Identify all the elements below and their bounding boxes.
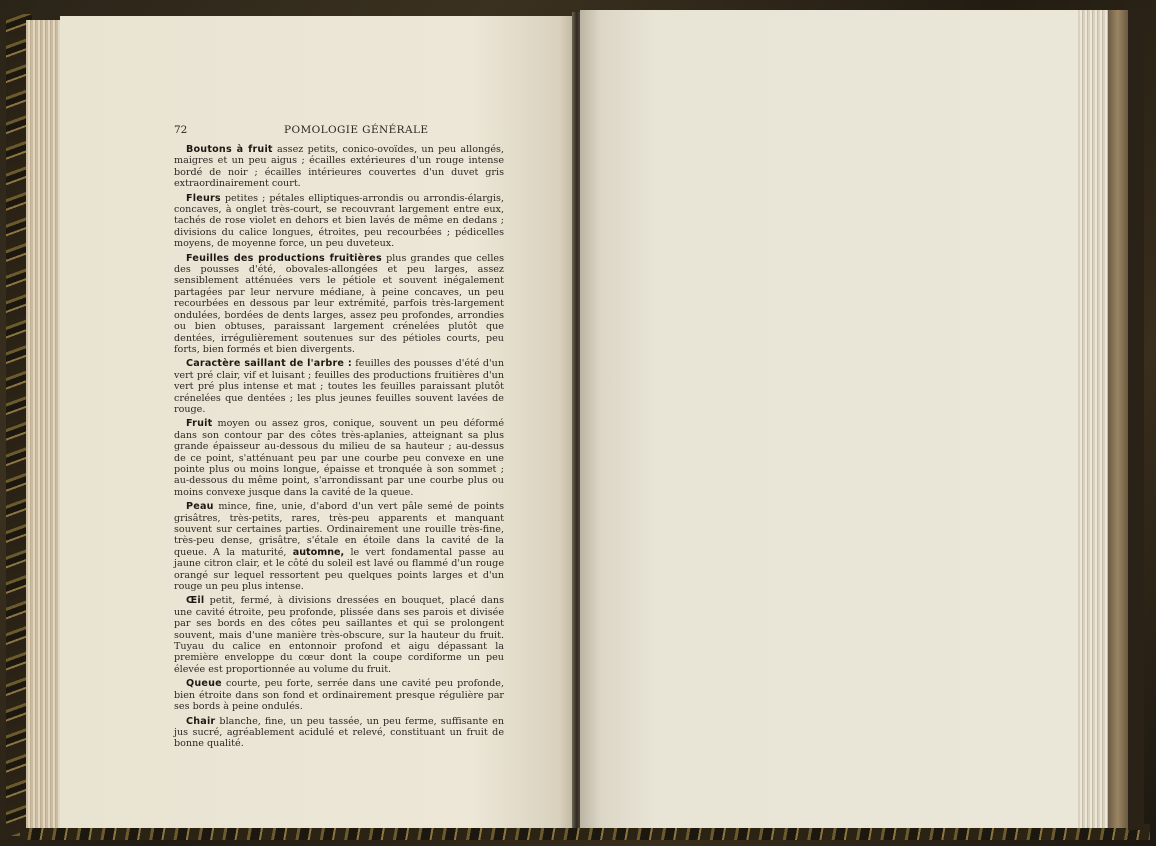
paragraph-queue	[174, 678, 504, 712]
body-text	[174, 144, 504, 753]
paragraph-term: Fruit	[186, 418, 213, 430]
page-edges-right	[1078, 10, 1112, 828]
paragraph-text: mince, fine, unie, d'abord d'un vert pâle semé de points grisâtres, très-petits, rares, très-peu apparents et manquant souvent sur certaines parties. Ordinairement une rouille très-fine, très-peu dense, grisâtre, s'étale en étoile dans la cavité de la queue. A la maturité,	[174, 501, 504, 558]
paragraph-oeil	[174, 595, 504, 675]
right-page-blank	[580, 10, 1085, 828]
paragraph-term: Peau	[186, 501, 214, 513]
paragraph-fleurs	[174, 193, 504, 250]
paragraph-text: petit, fermé, à divisions dressées en bouquet, placé dans une cavité étroite, peu profonde, plissée dans ses parois et divisée par ses bords en des côtes peu saillantes et qui se prolongent souvent, mais d'une manière très-obscure, sur la hauteur du fruit. Tuyau du calice en entonnoir profond et aigu dépassant la première enveloppe du cœur dont la coupe cordiforme un peu élevée est proportionnée au volume du fruit.	[174, 595, 504, 675]
cover-right-edge	[1128, 8, 1144, 830]
paragraph-text: petites ; pétales elliptiques-arrondis ou arrondis-élargis, concaves, à onglet très-court, se recouvrant largement entre eux, tachés de rose violet en dehors et bien lavés de même en dedans ; divisions du calice longues, étroites, peu recourbées ; pédicelles moyens, de moyenne force, un peu duveteux.	[174, 192, 504, 250]
paragraph-term: Fleurs	[186, 192, 221, 204]
paragraph-text: plus grandes que celles des pousses d'été, obovales-allongées et peu larges, assez sensiblement atténuées vers le pétiole et souvent inégalement partagées par leur nervure médiane, à peine concaves, un peu recourbées en dessous par leur extrémité, parfois très-largement ondulées, bordées de dents larges, assez peu profondes, arrondies ou bien obtuses, paraissant largement crénelées plutôt que dentées, irrégulièrement soutenues sur des pétioles courts, peu forts, bien formés et bien divergents.	[174, 252, 505, 355]
paragraph-boutons	[174, 144, 504, 190]
paragraph-text: assez petits, conico-ovoïdes, un peu allongés, maigres et un peu aigus ; écailles extérieures d'un rouge intense bordé de noir ; écailles intérieures couvertes d'un duvet gris extraordinairement court.	[174, 144, 505, 190]
paragraph-text-continued: le vert fondamental passe au jaune citron clair, et le côté du soleil est lavé ou flammé d'un rouge orangé sur lequel ressortent peu quelques points larges et d'un rouge un peu plus intense.	[174, 546, 505, 593]
paragraph-chair	[174, 716, 504, 750]
paragraph-term: Chair	[186, 715, 216, 727]
paragraph-term: Feuilles des productions fruitières	[186, 252, 382, 264]
paragraph-fruit	[174, 418, 504, 498]
running-head: POMOLOGIE GÉNÉRALE	[284, 124, 429, 136]
paragraph-term: Boutons à fruit	[186, 144, 273, 155]
season-label: automne,	[292, 546, 345, 558]
paragraph-term: Caractère saillant de l'arbre :	[186, 358, 352, 370]
paragraph-term: Queue	[186, 678, 222, 690]
paragraph-feuilles	[174, 253, 504, 356]
paragraph-text: feuilles des pousses d'été d'un vert pré clair, vif et luisant ; feuilles des productions fruitières d'un vert pré plus intense et mat ; toutes les feuilles paraissant plutôt crénelées que dentées ; les plus jeunes feuilles souvent lavées de rouge.	[174, 358, 504, 415]
paragraph-text: courte, peu forte, serrée dans une cavité peu profonde, bien étroite dans son fond et ordinairement presque régulière par ses bords à peine ondulés.	[174, 678, 504, 713]
paragraph-caractere	[174, 358, 504, 415]
page-number: 72	[174, 124, 188, 136]
page-header	[174, 124, 504, 140]
paragraph-term: Œil	[186, 595, 205, 607]
paragraph-text: moyen ou assez gros, conique, souvent un peu déformé dans son contour par des côtes très-aplanies, atteignant sa plus grande épaisseur au-dessous du milieu de sa hauteur ; au-dessus de ce point, s'atténuant peu par une courbe peu convexe en une pointe plus ou moins longue, épaisse et tronquée à son sommet ; au-dessous du même point, s'arrondissant par une courbe plus ou moins convexe jusque dans la cavité de la queue.	[174, 418, 504, 498]
paragraph-text: blanche, fine, un peu tassée, un peu ferme, suffisante en jus sucré, agréablement acidulé et relevé, constituant un fruit de bonne qualité.	[174, 715, 504, 750]
paragraph-peau	[174, 501, 504, 592]
